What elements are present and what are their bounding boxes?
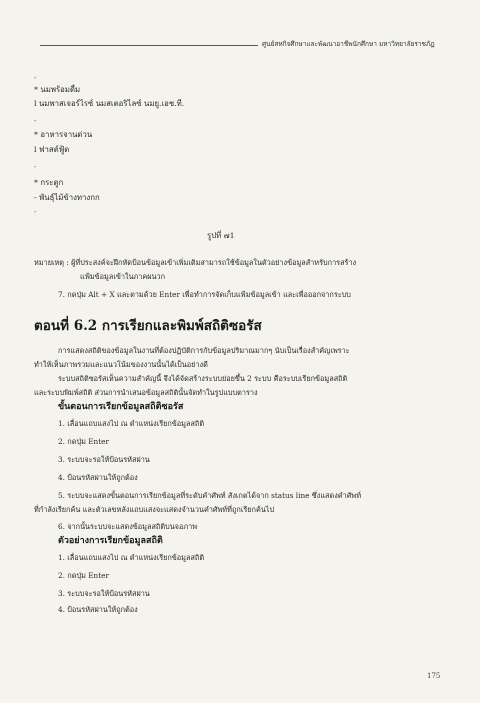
- list-item: - พันธุ์ไม้ข้างทางกก: [34, 193, 100, 202]
- list-dot: -: [34, 208, 37, 216]
- step-item: 4. ป้อนรหัสผ่านให้ถูกต้อง: [58, 605, 138, 614]
- paragraph-line: ระบบสถิติซอรัสเห็นความสำคัญนี้ จึงได้จัดสร้างระบบย่อยขึ้น 2 ระบบ คือระบบเรียกข้อมูลสถิติ: [58, 374, 348, 383]
- header-rule: [40, 45, 258, 46]
- paragraph-line: และระบบพิมพ์สถิติ ส่วนการนำเสนอข้อมูลสถิตินั้นจัดทำในรูปแบบตาราง: [34, 388, 258, 397]
- list-item: l ฟาสต์ฟู้ด: [34, 145, 70, 154]
- step-item: 3. ระบบจะรอให้ป้อนรหัสผ่าน: [58, 455, 150, 464]
- step-item: 3. ระบบจะรอให้ป้อนรหัสผ่าน: [58, 589, 150, 598]
- procedure-heading: ขั้นตอนการเรียกข้อมูลสถิติซอรัส: [58, 402, 184, 412]
- step-item: 4. ป้อนรหัสผ่านให้ถูกต้อง: [58, 473, 138, 482]
- list-item: * อาหารจานด่วน: [34, 130, 93, 139]
- step-item: 1. เลื่อนแถบแสงไป ณ ตำแหน่งเรียกข้อมูลสถิติ: [58, 419, 205, 428]
- step-item: 2. กดปุ่ม Enter: [58, 437, 109, 446]
- list-item: * นมพร้อมดื่ม: [34, 85, 81, 94]
- list-item: * กระดูก: [34, 178, 64, 187]
- paragraph-line: ทำให้เห็นภาพรวมและแนวโน้มของงานนั้นได้เป็นอย่างดี: [34, 360, 208, 369]
- list-dot: -: [34, 163, 37, 171]
- step-item: 6. จากนั้นระบบจะแสดงข้อมูลสถิติบนจอภาพ: [58, 522, 198, 531]
- page-number: 175: [427, 672, 441, 680]
- list-item: l นมพาสเจอร์ไรซ์ นมสเตอริไลซ์ นมยู.เอช.ที.: [34, 99, 185, 108]
- list-dot: -: [34, 74, 37, 82]
- note-line: แฟ้มข้อมูลเข้าในภาคผนวก: [80, 272, 166, 281]
- step-item: 5. ระบบจะแสดงขั้นตอนการเรียกข้อมูลที่ระดับคำศัพท์ สังเกตได้จาก status line ซึ่งแสดงคำศัพท์: [58, 491, 362, 500]
- note-line: หมายเหตุ : ผู้ที่ประสงค์จะฝึกหัดป้อนข้อมูลเข้าเพิ่มเติมสามารถใช้ข้อมูลในตัวอย่างข้อมูลสำหรับการสร้าง: [34, 258, 357, 267]
- paragraph-line: การแสดงสถิติของข้อมูลในงานที่ต้องปฏิบัติการกับข้อมูลปริมาณมากๆ นับเป็นเรื่องสำคัญเพราะ: [58, 346, 350, 355]
- step-item: 1. เลื่อนแถบแสงไป ณ ตำแหน่งเรียกข้อมูลสถิติ: [58, 553, 205, 562]
- step-item: 7. กดปุ่ม Alt + X และตามด้วย Enter เพื่อทำการจัดเก็บแฟ้มข้อมูลเข้า และเพื่อออกจากระบบ: [58, 290, 351, 299]
- section-title: ตอนที่ 6.2 การเรียกและพิมพ์สถิติซอรัส: [34, 318, 262, 334]
- list-dot: -: [34, 117, 37, 125]
- figure-caption: รูปที่ ๗1: [207, 231, 235, 240]
- example-heading: ตัวอย่างการเรียกข้อมูลสถิติ: [58, 536, 163, 546]
- running-header: ศูนย์สหกิจศึกษาและพัฒนาอาชีพนักศึกษา มหาวิทยาลัยราชภัฏ: [262, 40, 435, 48]
- step-item-continued: ที่กำลังเรียกค้น และตัวเลขหลังแถบแสงจะแสดงจำนวนคำศัพท์ที่ถูกเรียกค้นไป: [34, 505, 275, 514]
- step-item: 2. กดปุ่ม Enter: [58, 571, 109, 580]
